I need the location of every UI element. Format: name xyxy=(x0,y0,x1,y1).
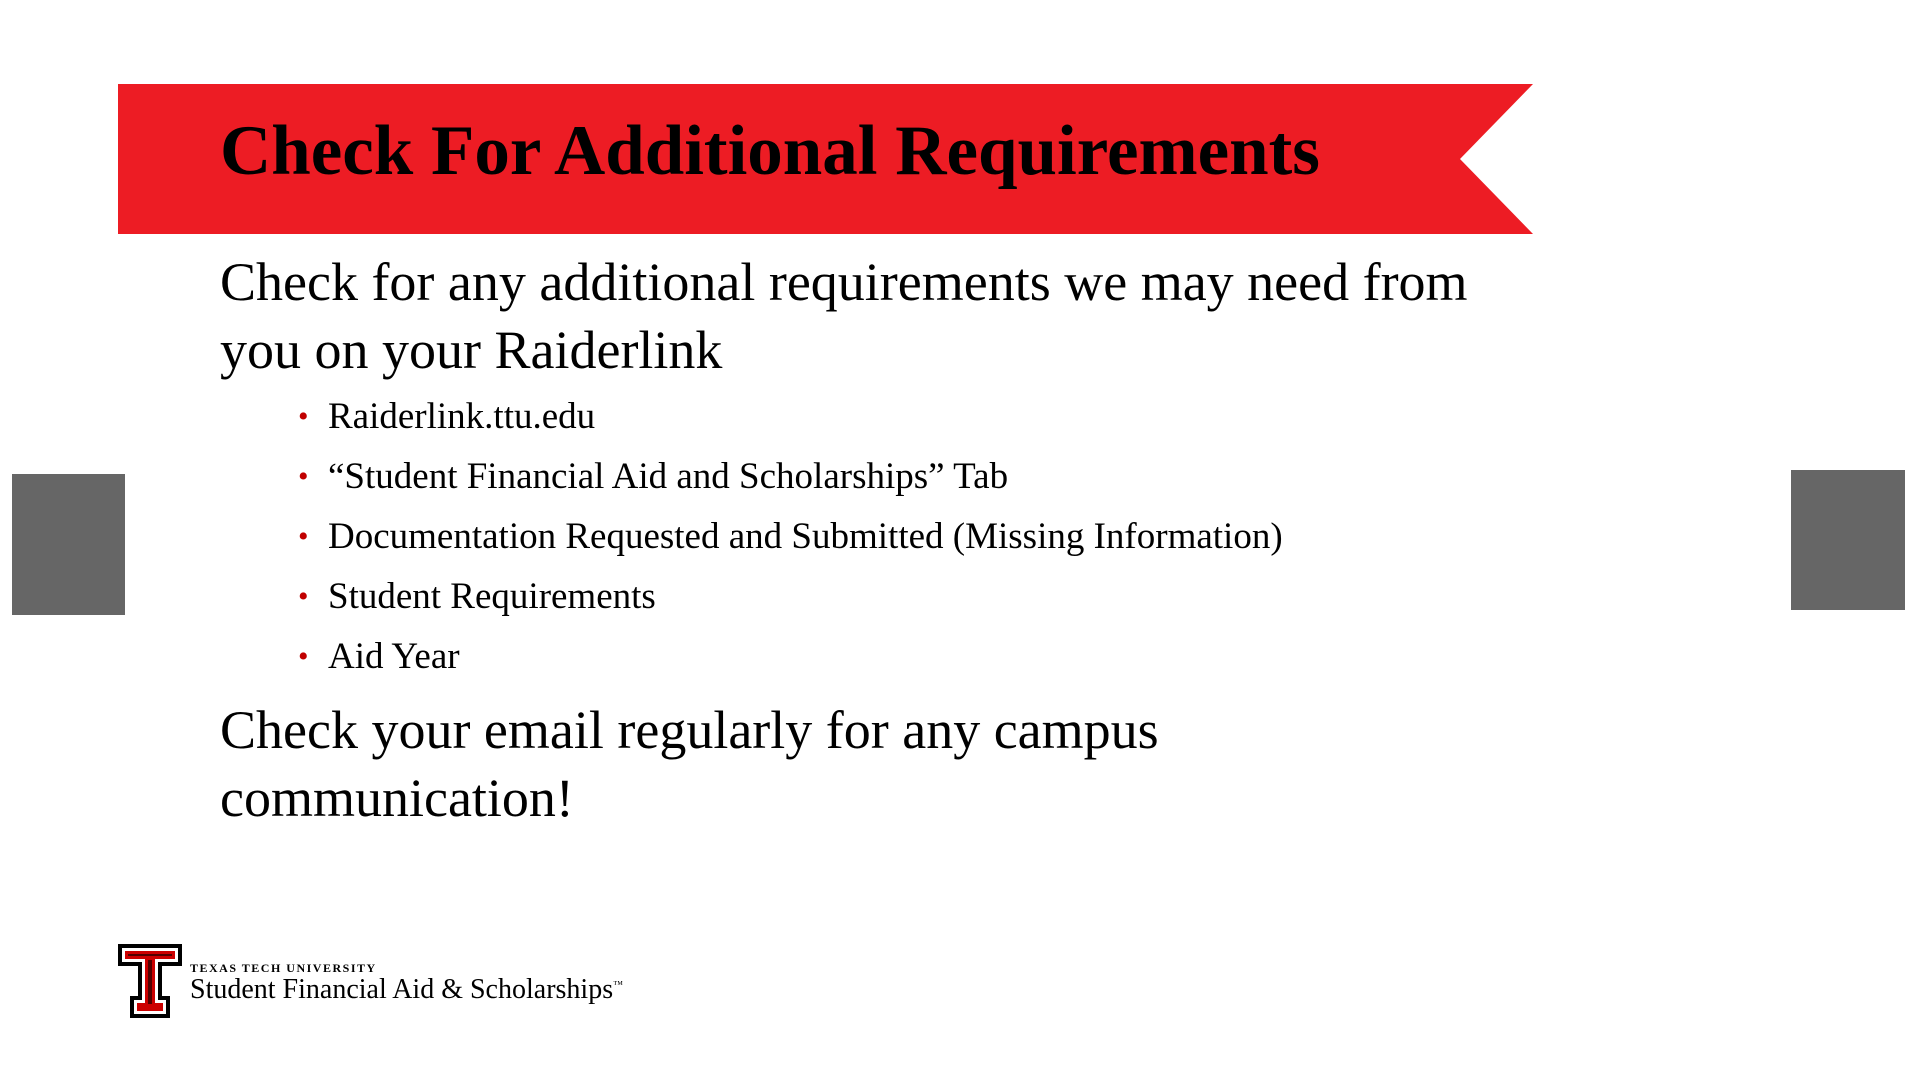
list-item-text: “Student Financial Aid and Scholarships” Tab xyxy=(328,456,1009,497)
list-item xyxy=(298,393,1283,453)
trademark: ™ xyxy=(613,979,623,991)
previous-slide-button[interactable] xyxy=(12,474,125,615)
list-item-text: Raiderlink.ttu.edu xyxy=(328,396,596,437)
bullet-icon: • xyxy=(298,460,309,493)
bullet-icon: • xyxy=(298,400,309,433)
slide-title: Check For Additional Requirements xyxy=(220,112,1320,190)
list-item xyxy=(298,573,1283,633)
bullet-icon: • xyxy=(298,520,309,553)
list-item-text: Aid Year xyxy=(328,636,460,677)
department-name xyxy=(190,974,623,1006)
department-text: Student Financial Aid & Scholarships xyxy=(190,974,614,1005)
double-t-logo-icon xyxy=(118,944,182,1018)
list-item-text: Student Requirements xyxy=(328,576,656,617)
bullet-icon: • xyxy=(298,580,309,613)
list-item xyxy=(298,633,1283,693)
university-name: TEXAS TECH UNIVERSITY xyxy=(190,961,377,975)
list-item xyxy=(298,453,1283,513)
list-item-text: Documentation Requested and Submitted (Missing Information) xyxy=(328,516,1283,557)
closing-paragraph: Check your email regularly for any campus communication! xyxy=(220,700,1159,828)
list-item xyxy=(298,513,1283,573)
intro-paragraph: Check for any additional requirements we may need from you on your Raiderlink xyxy=(220,252,1468,380)
requirements-list xyxy=(298,393,1283,693)
bullet-icon: • xyxy=(298,640,309,673)
next-slide-button[interactable] xyxy=(1791,470,1905,610)
